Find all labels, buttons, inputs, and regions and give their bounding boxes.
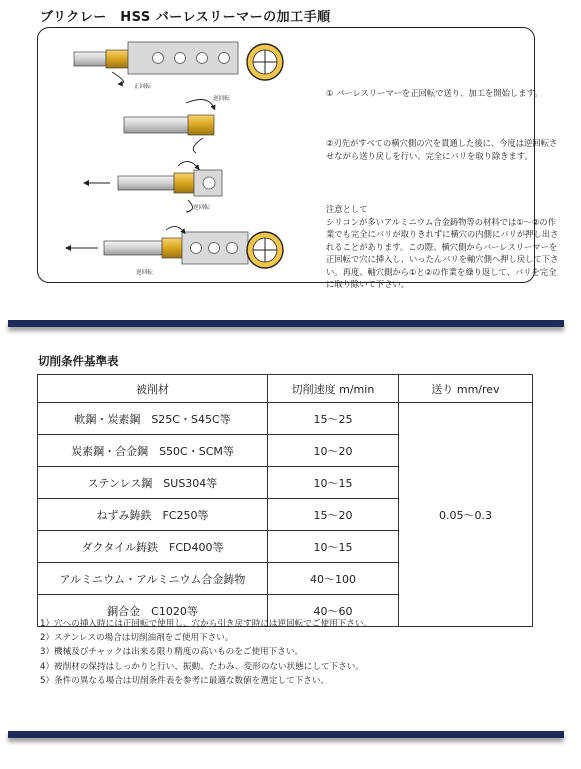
note-item: 2）ステンレスの場合は切削油剤をご使用下さい。 [40, 633, 234, 644]
step3-diagram [86, 161, 222, 212]
step1-text: ① バーレスリーマーを正回転で送り、加工を開始します。 [326, 88, 543, 98]
speed-cell: 40〜60 [267, 595, 398, 627]
speed-cell: 10〜15 [267, 531, 398, 563]
notes-list [40, 617, 372, 688]
divider-band-top [8, 320, 564, 327]
table-row [38, 403, 533, 435]
speed-cell: 15〜20 [267, 499, 398, 531]
divider-band-bottom [8, 731, 564, 738]
material-cell: ねずみ鋳鉄 FC250等 [38, 499, 268, 531]
material-cell: 炭素鋼・合金鋼 S50C・SCM等 [38, 435, 268, 467]
note-item: 3）機械及びチャックは出来る限り精度の高いものをご使用下さい。 [40, 647, 304, 658]
material-cell: 銅合金 C1020等 [38, 595, 268, 627]
header-feed: 送り mm/rev [398, 375, 532, 403]
speed-cell: 40〜100 [267, 563, 398, 595]
step1-diagram [74, 42, 283, 90]
material-cell: ステンレス鋼 SUS304等 [38, 467, 268, 499]
table-header-row [38, 375, 533, 403]
note-item: 4）被削材の保持はしっかりと行い、振動、たわみ、変形のない状態にして下さい。 [40, 661, 364, 672]
speed-cell: 15〜25 [267, 403, 398, 435]
header-speed: 切削速度 m/min [267, 375, 398, 403]
procedure-panel [37, 27, 559, 289]
material-cell: 軟鋼・炭素鋼 S25C・S45C等 [38, 403, 268, 435]
conditions-title: 切削条件基準表 [38, 354, 119, 368]
reverse-label-step4: 逆回転 [136, 270, 153, 276]
material-cell: ダクタイル鋳鉄 FCD400等 [38, 531, 268, 563]
note-item: 5）条件の異なる場合は切削条件表を参考に最適な数値を選定して下さい。 [40, 675, 330, 686]
step2-text: ②刃先がすべての横穴側の穴を貫通した後に、今度は逆回転させながら送り戻しを行い、完全にバリを取り除きます。 [326, 138, 558, 161]
step4-diagram [68, 226, 283, 276]
step2-diagram [124, 94, 230, 153]
reverse-label-step3: 逆回転 [193, 205, 210, 211]
caution-text: 注意として シリコンが多いアルミニウム合金鋳物等の材料では①〜②の作業でも完全にバリが取りきれずに横穴の内側にバリが押し出されることがあります。この際、横穴側からバーレスリーマーを正回転で穴に挿入し、いったんバリを軸穴側へ押し戻して下さい。再度、軸穴側から①と②の作業を繰り返して、バリを完全に取り除いて下さい。 [326, 204, 559, 289]
header-material: 被削材 [38, 375, 268, 403]
feed-cell: 0.05〜0.3 [398, 403, 532, 627]
reverse-label-step2: 逆回転 [213, 96, 230, 102]
page-title: ブリクレー HSS バーレスリーマーの加工手順 [40, 10, 331, 25]
material-cell: アルミニウム・アルミニウム合金鋳物 [38, 563, 268, 595]
note-item: 1）穴への挿入時には正回転で使用し、穴から引き戻す時には逆回転でご使用下さい。 [40, 619, 373, 629]
speed-cell: 10〜20 [267, 435, 398, 467]
speed-cell: 10〜15 [267, 467, 398, 499]
cutting-conditions-table [37, 374, 533, 627]
forward-label: 正回転 [134, 84, 151, 90]
